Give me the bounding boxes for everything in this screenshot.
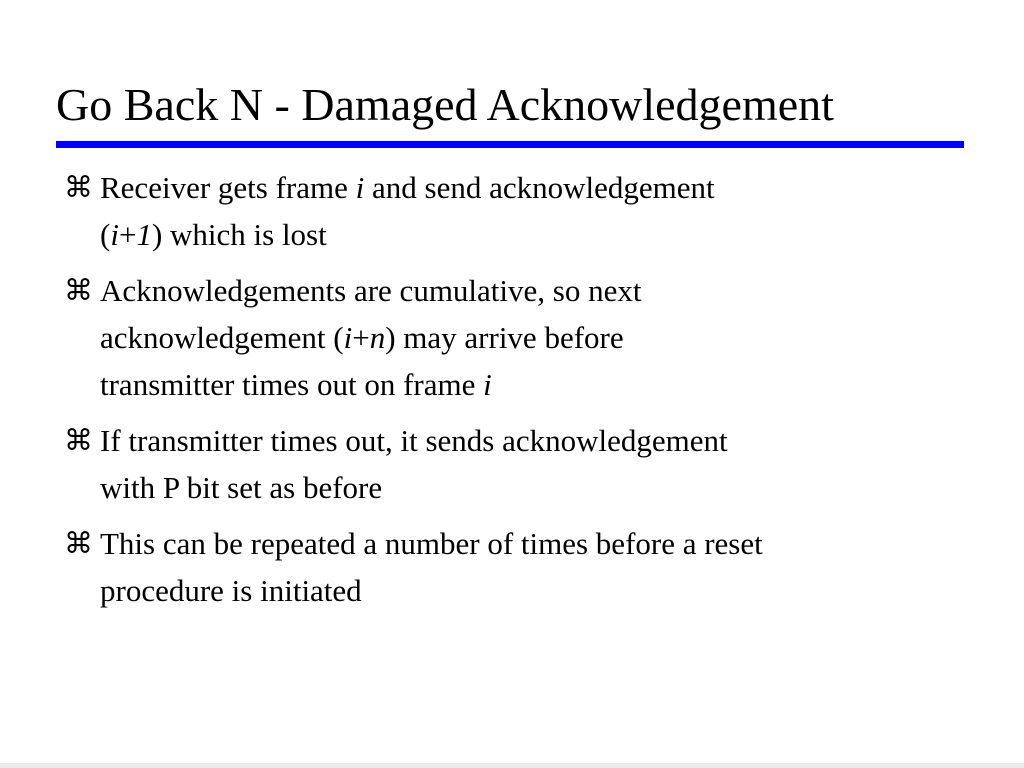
bullet-text-italic: n [369,320,386,355]
bullet-item [62,417,962,511]
bullet-line: If transmitter times out, it sends acknowledgement [100,423,728,458]
bullet-line [100,211,962,258]
bullet-line [100,164,962,211]
bullet-line: procedure is initiated [100,573,362,608]
bullet-text: and send acknowledgement [364,170,715,205]
title-underline [56,141,964,148]
bullet-text: + [118,217,137,252]
bullet-text-italic: i [483,367,492,402]
bullet-text: Receiver gets frame [100,170,356,205]
bullet-line: This can be repeated a number of times before a reset [100,526,763,561]
bullet-text: ) may arrive before [385,320,624,355]
command-key-icon: ⌘ [64,273,93,307]
bullet-text: transmitter times out on frame [100,367,484,402]
bullet-text-italic: i [355,170,365,205]
bullet-text: ) which is lost [151,217,327,252]
bullet-item [62,164,962,258]
bullet-text-italic: i [110,217,119,252]
bullet-line [100,361,962,408]
bullet-text-italic: 1 [136,217,152,252]
bullet-text: acknowledgement ( [100,320,344,355]
bullet-text: ( [100,217,111,252]
bottom-band [0,763,1024,768]
bullet-list [62,164,962,623]
bullet-text: + [352,320,370,355]
bullet-line [100,314,962,361]
bullet-item [62,267,962,408]
bullet-item [62,520,962,614]
bullet-text-italic: i [343,320,353,355]
bullet-line: with P bit set as before [100,470,383,505]
command-key-icon: ⌘ [64,526,93,560]
bullet-line: Acknowledgements are cumulative, so next [100,273,642,308]
command-key-icon: ⌘ [64,170,93,204]
command-key-icon: ⌘ [64,423,93,457]
slide-title: Go Back N - Damaged Acknowledgement [56,79,834,130]
